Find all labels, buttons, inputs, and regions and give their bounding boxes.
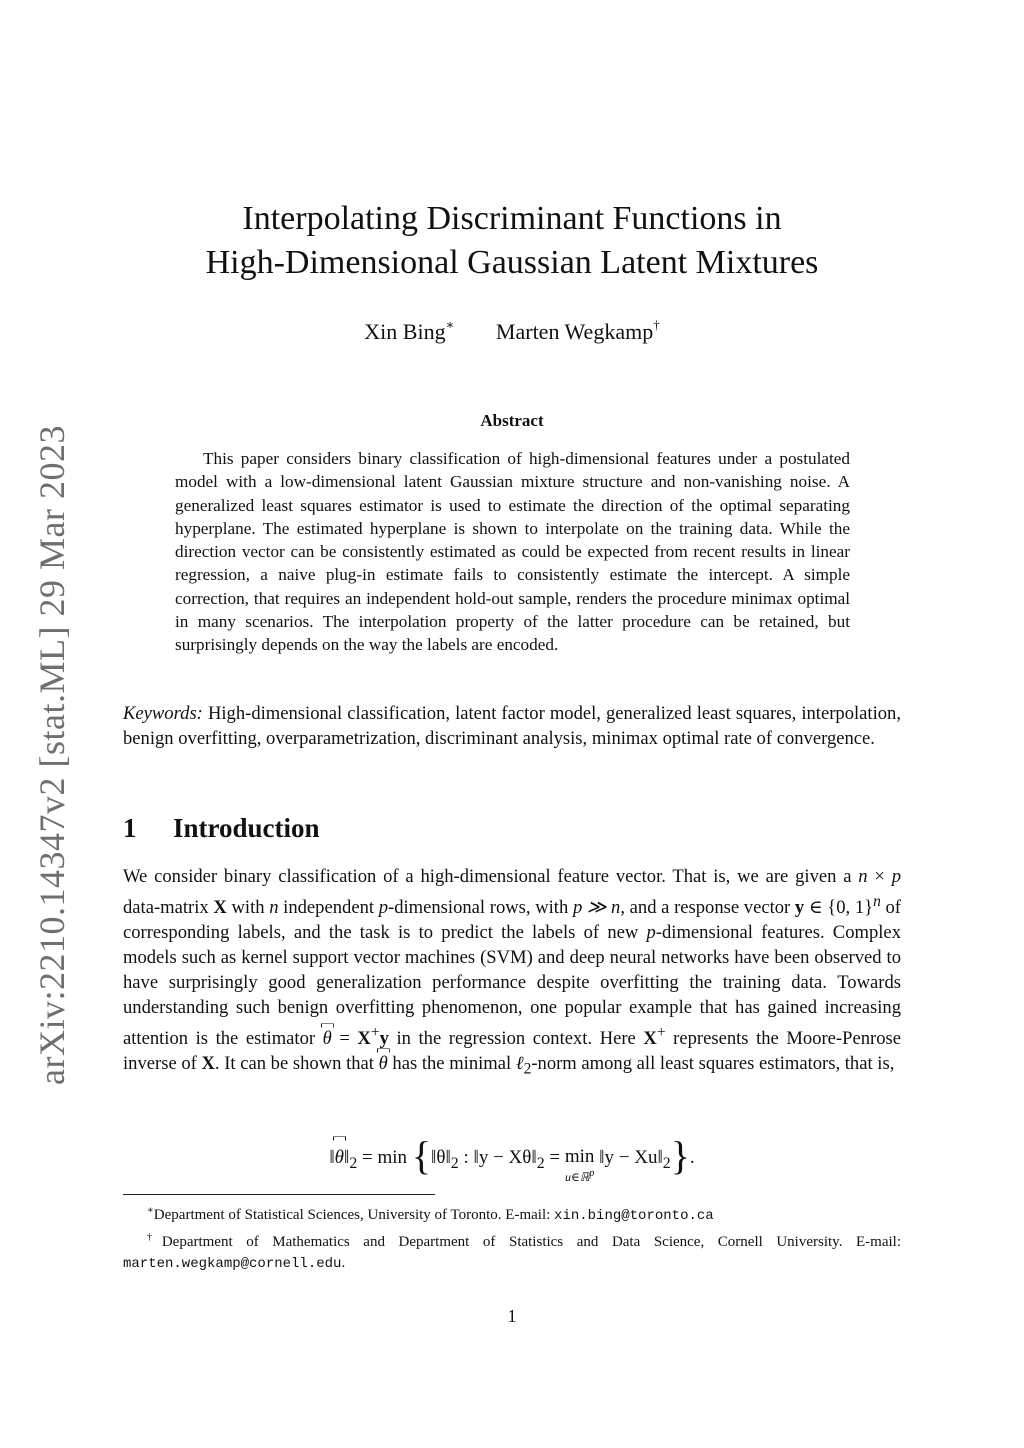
keywords <box>123 702 901 751</box>
section-title: Introduction <box>173 813 320 843</box>
footnote-mark: ∗ <box>147 1205 154 1216</box>
math-equals: = <box>331 1027 358 1049</box>
math-p: p <box>891 866 901 887</box>
eq-norm: ‖ <box>344 1147 350 1168</box>
section-number: 1 <box>123 813 137 843</box>
eq-term: ‖θ‖ <box>431 1147 451 1168</box>
author-1 <box>364 309 454 348</box>
text-run: . It can be shown that <box>214 1052 379 1074</box>
footnote-mark: † <box>147 1232 162 1243</box>
arxiv-stamp: arXiv:2210.14347v2 [stat.ML] 29 Mar 2023 <box>32 425 72 1085</box>
text-run: , and a response vector <box>620 897 795 919</box>
footnote-1 <box>123 1200 901 1227</box>
display-equation <box>123 1133 901 1184</box>
eq-min-subscript <box>565 1167 595 1184</box>
footnote-tail: . <box>341 1255 346 1271</box>
eq-subscript: 2 <box>662 1154 671 1172</box>
math-superscript: n <box>873 892 881 910</box>
intro-paragraph <box>123 865 901 1082</box>
eq-equals: = <box>544 1147 565 1168</box>
math-p: p <box>378 897 388 919</box>
math-X: X <box>357 1027 371 1049</box>
author-list <box>120 309 904 348</box>
author-name: Xin Bing <box>364 319 446 344</box>
eq-term: ‖y − Xu‖ <box>594 1147 663 1168</box>
eq-term: ‖y − Xθ‖ <box>473 1147 537 1168</box>
math-X: X <box>201 1052 215 1074</box>
text-run: has the minimal <box>387 1052 516 1074</box>
eq-subscript: 2 <box>536 1154 545 1172</box>
math-X: X <box>643 1027 657 1049</box>
footnote-text: Department of Statistical Sciences, University of Toronto. E-mail: <box>153 1207 555 1223</box>
keywords-label: Keywords: <box>123 703 203 724</box>
footnote-mark: ∗ <box>445 317 455 332</box>
math-X: X <box>213 897 227 919</box>
math-subscript: 2 <box>523 1060 532 1078</box>
text-run: We consider binary classification of a high-dimensional feature vector. That is, we are given a <box>123 866 859 887</box>
abstract-heading: Abstract <box>480 411 544 430</box>
text-run: in the regression context. Here <box>388 1027 644 1049</box>
eq-period: . <box>689 1147 695 1168</box>
footnote-mark: † <box>653 317 660 332</box>
footnotes <box>123 1200 901 1275</box>
eq-min-word: min <box>564 1146 595 1167</box>
text-run: -dimensional features. Complex models such as kernel support vector machines (SVM) and deep neural networks have been observed to have surprisingly good generalization performance despite overfitting the training data. Towards understanding such benign overfitting phenomenon, one popular example that has gained increasing attention is the estimator <box>123 922 901 1049</box>
section-heading <box>123 808 723 848</box>
footnote-2 <box>123 1227 901 1275</box>
math-ell: ℓ <box>515 1052 524 1074</box>
text-run: with <box>226 897 270 919</box>
eq-brace-close: } <box>670 1133 690 1178</box>
text-run: -norm among all least squares estimators, that is, <box>531 1052 895 1074</box>
math-superscript: + <box>370 1023 380 1041</box>
eq-norm: ‖ <box>329 1147 335 1168</box>
keywords-text: High-dimensional classification, latent factor model, generalized least squares, interpolation, benign overfitting, overparametrization, discriminant analysis, minimax optimal rate of convergence. <box>123 703 901 749</box>
text-run: data-matrix <box>123 897 214 919</box>
math-p-gg-n: p ≫ n <box>572 897 621 919</box>
math-times: × <box>867 866 892 887</box>
math-n: n <box>269 897 279 919</box>
eq-colon: : <box>458 1147 474 1168</box>
math-superscript: + <box>656 1023 666 1041</box>
eq-min-sub-sup: p <box>589 1168 595 1179</box>
math-set: ∈ {0, 1} <box>804 897 874 919</box>
eq-theta-hat: θ <box>335 1140 344 1176</box>
text-run: independent <box>278 897 379 919</box>
paper-title <box>120 197 904 285</box>
author-name: Marten Wegkamp <box>495 319 654 344</box>
math-theta-hat: θ <box>379 1052 388 1077</box>
eq-subscript: 2 <box>450 1154 459 1172</box>
title-line-1: Interpolating Discriminant Functions in <box>242 200 782 237</box>
eq-min-sub-text: u∈ℝ <box>564 1170 590 1184</box>
math-y: y <box>379 1027 389 1049</box>
math-theta-hat: θ <box>323 1027 332 1052</box>
eq-subscript: 2 <box>349 1154 358 1172</box>
footnote-text: Department of Mathematics and Department of Statistics and Data Science, Cornell University. E-mail: <box>161 1234 902 1250</box>
author-2 <box>496 309 660 348</box>
footnote-divider <box>123 1194 435 1195</box>
text-run: of corresponding labels, and the task is to predict the labels of new <box>123 897 901 943</box>
math-y: y <box>794 897 805 919</box>
eq-min-operator <box>565 1147 595 1184</box>
email-link[interactable]: marten.wegkamp@cornell.edu <box>123 1256 342 1272</box>
abstract-body: This paper considers binary classification of high-dimensional features under a postulated model with a low-dimensional latent Gaussian mixture structure and non-vanishing noise. A generalized least squares estimator is used to estimate the direction of the optimal separating hyperplane. The estimated hyperplane is shown to interpolate on the training data. While the direction vector can be consistently estimated as could be expected from recent results in linear regression, a naive plug-in estimate fails to consistently estimate the intercept. A simple correction, that requires an independent hold-out sample, renders the procedure minimax optimal in many scenarios. The interpolation property of the latter procedure can be retained, but surprisingly depends on the way the labels are encoded. <box>175 449 850 655</box>
eq-min: = min <box>357 1147 412 1168</box>
math-p: p <box>646 922 656 943</box>
text-run: represents the Moore-Penrose inverse of <box>123 1027 901 1074</box>
math-n: n <box>858 866 868 887</box>
text-run: -dimensional rows, with <box>388 897 573 919</box>
page-number: 1 <box>507 1306 517 1326</box>
email-link[interactable]: xin.bing@toronto.ca <box>554 1208 714 1224</box>
eq-brace-open: { <box>411 1133 432 1178</box>
title-line-2: High-Dimensional Gaussian Latent Mixtures <box>205 244 819 281</box>
